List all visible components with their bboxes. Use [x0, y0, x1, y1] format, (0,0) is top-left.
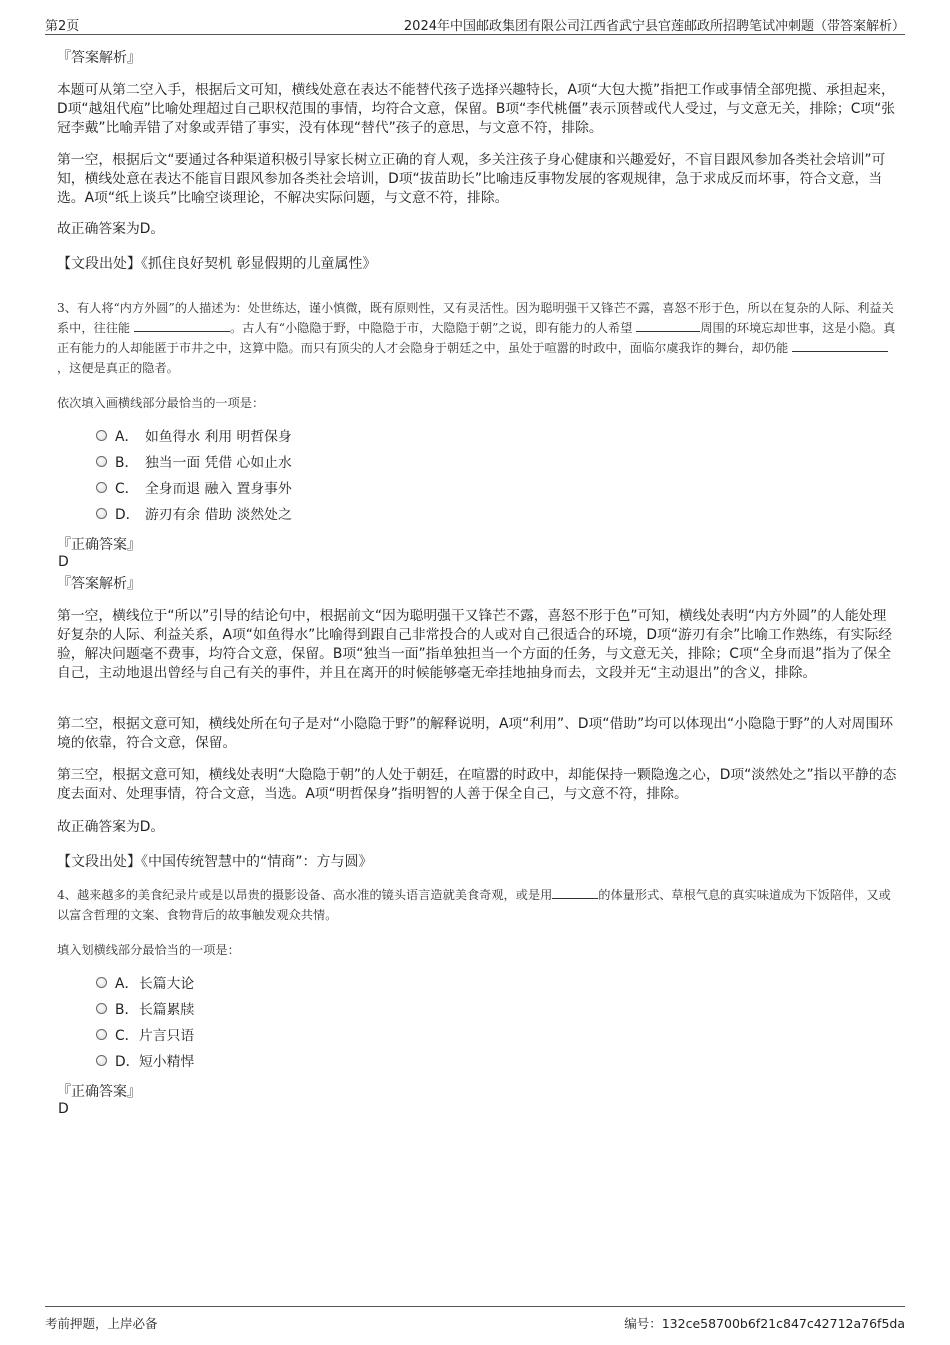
fill-blank: [792, 338, 888, 352]
radio-button[interactable]: [96, 1029, 107, 1040]
question-prompt: 填入划横线部分最恰当的一项是：: [57, 943, 240, 957]
option-b[interactable]: B． 独当一面 凭借 心如止水: [96, 453, 292, 473]
conclusion: 故正确答案为D。: [57, 819, 165, 835]
analysis-paragraph: 本题可从第二空入手，根据后文可知，横线处意在表达不能替代孩子选择兴趣特长，A项“大包大揽”指把工作或事情全部兜揽、承担起来，D项“越俎代庖”比喻处理超过自己职权范围的事情，均符合文意，保留。B项“李代桃僵”表示顶替或代人受过，与文意无关，排除；C项“张冠李戴”比喻弄错了对象或弄错了事实，没有体现“替代”孩子的意思，与文意不符，排除。: [57, 82, 896, 136]
analysis-paragraph: 第二空，根据文意可知，横线处所在句子是对“小隐隐于野”的解释说明，A项“利用”、D项“借助”均可以体现出“小隐隐于野”的人对周围环境的依靠，符合文意，保留。: [57, 716, 894, 751]
radio-button[interactable]: [96, 508, 107, 519]
option-a[interactable]: A．长篇大论: [96, 974, 194, 994]
source-citation: 【文段出处】《中国传统智慧中的“情商”：方与圆》: [57, 854, 373, 870]
option-d[interactable]: D． 游刃有余 借助 淡然处之: [96, 505, 292, 525]
analysis-label: 『答案解析』: [57, 50, 141, 66]
fill-blank: [134, 318, 230, 332]
radio-button[interactable]: [96, 1055, 107, 1066]
source-citation: 【文段出处】《抓住良好契机 彰显假期的儿童属性》: [57, 256, 377, 272]
answer-label: 『正确答案』: [57, 1084, 141, 1100]
footer-slogan: 考前押题，上岸必备: [45, 1316, 158, 1331]
answer-label: 『正确答案』: [57, 537, 141, 553]
answer-value: D: [58, 1101, 69, 1117]
analysis-paragraph: 第一空，根据后文“要通过各种渠道积极引导家长树立正确的育人观，多关注孩子身心健康和兴趣爱好，不盲目跟风参加各类社会培训”可知，横线处意在表达不能盲目跟风参加各类社会培训，D项“拔苗助长”比喻违反事物发展的客观规律，急于求成反而坏事，符合文意，当选。A项“纸上谈兵”比喻空谈理论，不解决实际问题，与文意不符，排除。: [57, 152, 886, 206]
answer-value: D: [58, 554, 69, 570]
option-c[interactable]: C．片言只语: [96, 1026, 194, 1046]
radio-button[interactable]: [96, 456, 107, 467]
fill-blank: [552, 885, 598, 899]
analysis-label: 『答案解析』: [57, 576, 141, 592]
fill-blank: [636, 318, 700, 332]
page-footer: [45, 1306, 905, 1333]
analysis-paragraph: 第三空，根据文意可知，横线处表明“大隐隐于朝”的人处于朝廷，在喧嚣的时政中，却能保持一颗隐逸之心，D项“淡然处之”指以平静的态度去面对、处理事情，符合文意，当选。A项“明哲保身”指明智的人善于保全自己，与文意不符，排除。: [57, 767, 897, 802]
option-d[interactable]: D．短小精悍: [96, 1052, 194, 1072]
page-header: [45, 12, 905, 35]
document-id: 编号：132ce58700b6f21c847c42712a76f5da: [624, 1316, 905, 1331]
question-stem: 3、有人将“内方外圆”的人描述为：处世练达，谨小慎微，既有原则性，又有灵活性。因为聪明强干又锋芒不露，喜怒不形于色，所以在复杂的人际、利益关系中，往往能 。古人有“小隐隐于野，中隐隐于市，大隐隐于朝”之说，即有能力的人希望 周围的环境忘却世事，这是小隐。真正有能力的人却能匿于市井之中，这算中隐。而只有顶尖的人才会隐身于朝廷之中，虽处于喧嚣的时政中，面临尔虞我诈的舞台，却仍能 ，这便是真正的隐者。: [57, 301, 896, 375]
page-number: 第2页: [45, 19, 80, 34]
document-title: 2024年中国邮政集团有限公司江西省武宁县官莲邮政所招聘笔试冲刺题（带答案解析）: [403, 19, 905, 34]
option-c[interactable]: C． 全身而退 融入 置身事外: [96, 479, 292, 499]
option-a[interactable]: A． 如鱼得水 利用 明哲保身: [96, 427, 292, 447]
question-prompt: 依次填入画横线部分最恰当的一项是：: [57, 396, 265, 410]
radio-button[interactable]: [96, 430, 107, 441]
radio-button[interactable]: [96, 1003, 107, 1014]
analysis-paragraph: 第一空，横线位于“所以”引导的结论句中，根据前文“因为聪明强干又锋芒不露，喜怒不形于色”可知，横线处表明“内方外圆”的人能处理好复杂的人际、利益关系，A项“如鱼得水”比喻得到跟自己非常投合的人或对自己很适合的环境，D项“游刃有余”比喻工作熟练，有实际经验，解决问题毫不费事，均符合文意，保留。B项“独当一面”指单独担当一个方面的任务，与文意无关，排除；C项“全身而退”指为了保全自己，主动地退出曾经与自己有关的事件，并且在离开的时候能够毫无牵挂地抽身而去，文段并无“主动退出”的含义，排除。: [57, 608, 893, 681]
radio-button[interactable]: [96, 482, 107, 493]
radio-button[interactable]: [96, 977, 107, 988]
question-stem: 4、越来越多的美食纪录片或是以昂贵的摄影设备、高水准的镜头语言造就美食奇观，或是用 的体量形式、草根气息的真实味道成为下饭陪伴，又或以富含哲理的文案、食物背后的故事触发观众共情。: [57, 885, 897, 925]
conclusion: 故正确答案为D。: [57, 221, 165, 237]
option-b[interactable]: B．长篇累牍: [96, 1000, 194, 1020]
